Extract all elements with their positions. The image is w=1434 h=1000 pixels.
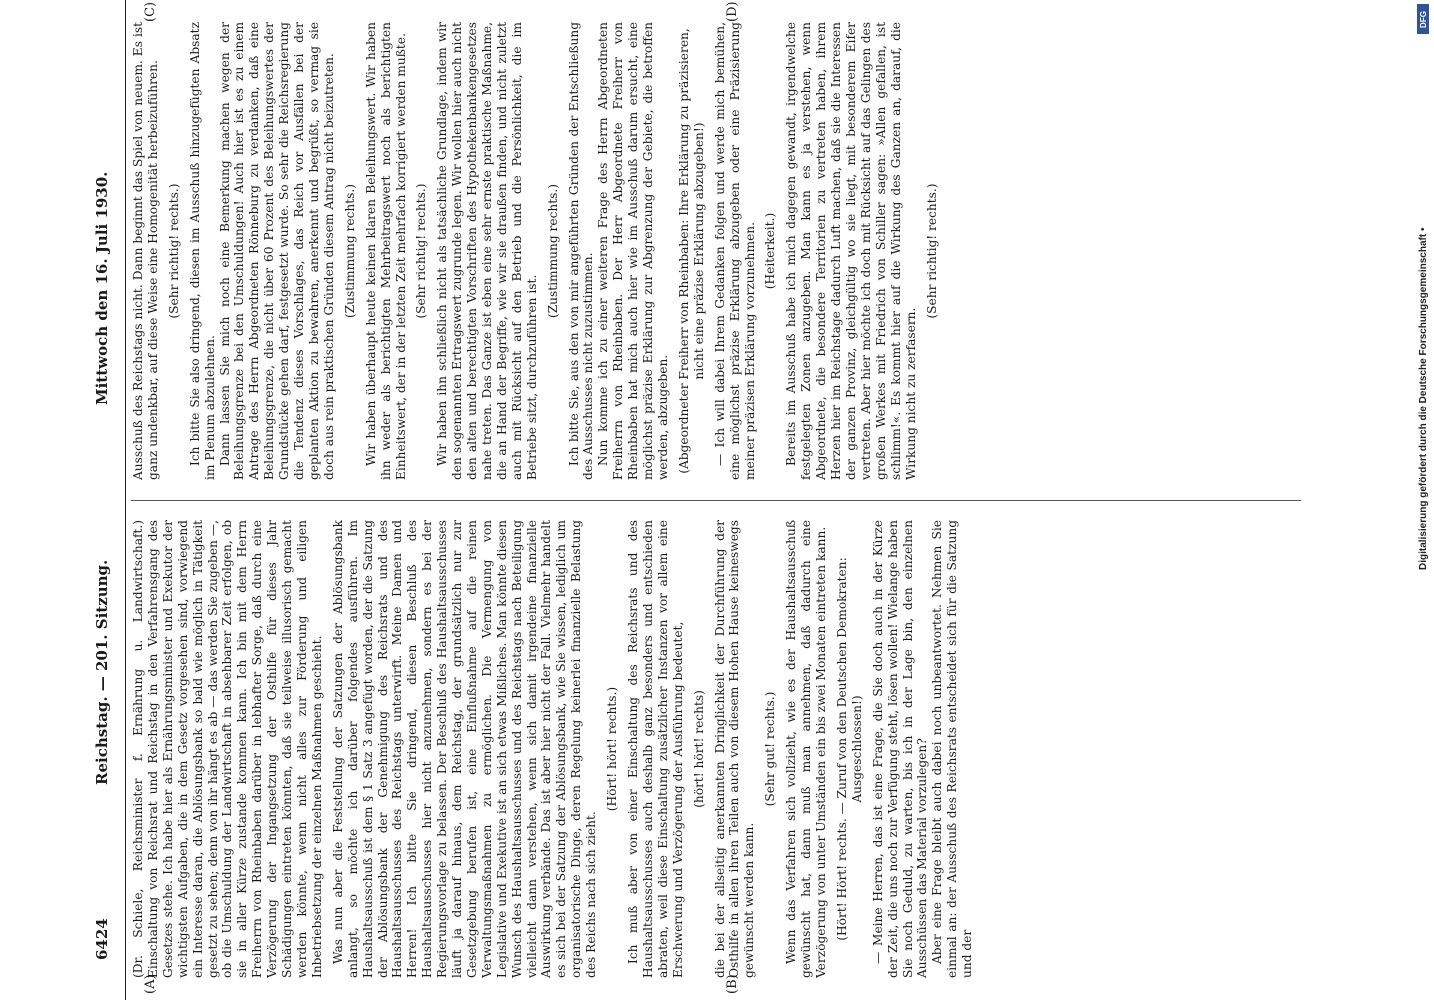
interjection: (Hört! hört! rechts.) [605,686,620,812]
paragraph: Nun komme ich zu einer weiteren Frage des Herrn Abgeordneten Freiherrn von Rheinbaben. Der Herr Abgeordnete Freiherr von Rheinbaben hat mich auch hier wie im Ausschuß darum ersucht, eine möglichst präzise Erklärung zur Abgrenzung der Gebiete, die betroffen werden, abzugeben. [596,22,670,480]
paragraph: Dann lassen Sie mich noch eine Bemerkung machen wegen der Beleihungsgrenze bei den Umschuldungen! Auch hier ist es zu einem Antrage des Herrn Abgeordneten Rönneburg zu verdanken, daß eine Beleihungsgrenze, die nicht über 60 Prozent des Beleihungswertes der Grundstücke gehen darf, festgesetzt wurde. So sehr die Reichsregierung die Tendenz dieses Vorschlages, das Reich vor Ausfällen bei der geplanten Aktion zu bewahren, anerkennt und begrüßt, so vermag sie doch aus rein praktischen Gründen diesem Antrag nicht beizutreten. [217,22,336,480]
marker-a: (A) [143,974,158,994]
paragraph: Bereits im Ausschuß habe ich mich dagegen gewandt, irgendwelche festgelegten Zonen anzugeben. Man kann es ja verstehen, wenn Abgeordnete, die besondere Territorien zu vertreten haben, ihrem Herzen hier im Reichstage dadurch Luft machen, daß sie die Interessen der ganzen Provinz, gleichgültig wo sie liegt, mit besonderem Eifer vertreten. Aber hier möchte ich doch mit Rücksicht auf das Gelingen des großen Werkes mit Friedrich von Schiller sagen: »Allen gefallen, ist schlimm!«. Es kommt hier auf die Wirkung des Ganzen an, darauf, die Wirkung nicht zu zerfasern. [784,22,918,480]
column-divider [131,500,1301,501]
page-number: 6424 [93,918,111,960]
paragraph: die bei der allseitig anerkannten Dringlichkeit der Durchführung der Osthilfe in allen ihren Teilen auch von diesem Hohen Hause keineswegs gewünscht werden kann. [712,520,757,978]
marker-c: (C) [143,1,158,22]
paragraph: Ich muß aber von einer Einschaltung des Reichsrats und des Haushaltsausschusses auch deshalb ganz besonders und entschieden abraten, weil diese Einschaltung zusätzlicher Instanzen vor allem eine Erschwerung und Verzögerung der Ausführung bedeutet, [626,520,685,978]
marker-b: (B) [725,974,740,994]
paragraph: Ich bitte Sie also dringend, diesen im Ausschuß hinzugefügten Absatz im Plenum abzulehnen. [187,22,217,480]
session-date: Mittwoch den 16. Juli 1930. [93,171,111,405]
interjection: (Sehr richtig! rechts.) [924,183,939,319]
dfg-logo: DFG [1417,4,1429,34]
page-title: Reichstag. — 201. Sitzung. [93,559,111,785]
interjection: (Sehr richtig! rechts.) [414,183,429,319]
interjection: (Abgeordneter Freiherr von Rheinbaben: Ihre Erklärung zu präzisieren, nicht eine präzise Erklärung abzugeben!) [676,28,706,474]
paragraph: Was nun aber die Feststellung der Satzungen der Ablösungsbank anlangt, so möchte ich darüber folgendes ausführen. Im Haushaltsausschuß ist dem § 1 Satz 3 angefügt worden, der die Satzung der Ablösungsbank der Genehmigung des Reichsrats und des Haushaltsausschusses des Reichstags unterwirft. Meine Damen und Herren! Ich bitte Sie dringend, diesen Beschluß des Haushaltsausschusses hier nicht anzunehmen, sondern es bei der Regierungsvorlage zu belassen. Der Beschluß des Haushaltsausschusses läuft ja darauf hinaus, dem Reichstag, der grundsätzlich nur zur Gesetzgebung berufen ist, eine Einflußnahme auf die reinen Verwaltungsmaßnahmen zu ermöglichen. Die Vermengung von Legislative und Exekutive ist an sich etwas Mißliches. Man könnte diesen Wunsch des Haushaltsausschusses und des Reichstags nach Beteiligung vielleicht dann verstehen, wenn sich damit irgendeine finanzielle Auswirkung verbände. Das ist aber hier nicht der Fall. Vielmehr handelt es sich bei der Satzung der Ablösungsbank, wie Sie wissen, lediglich um organisatorische Dinge, deren Regelung keinerlei finanzielle Belastung des Reichs nach sich zieht. [330,520,599,978]
paragraph: Wenn das Verfahren sich vollzieht, wie es der Haushaltsausschuß gewünscht hat, dann muß man annehmen, daß dadurch eine Verzögerung von unter Umständen ein bis zwei Monaten eintreten kann. [784,520,828,978]
interjection: (Hört! Hört! rechts. — Zuruf von den Deutschen Demokraten: Ausgeschlossen!) [834,557,864,941]
interjection: (Sehr gut! rechts.) [763,691,778,807]
paragraph: — Ich will dabei Ihrem Gedanken folgen und werde mich bemühen, eine möglichst präzise Erklärung abzugeben oder eine Präzisierung meiner präzisen Erklärung vorzunehmen. [712,22,757,480]
paragraph: Ich bitte Sie, aus den von mir angeführten Gründen der Entschließung des Ausschusses nicht zuzustimmen. [566,22,596,480]
page-header [85,0,126,1000]
interjection: (Zustimmung rechts.) [545,183,560,319]
paragraph: Aber eine Frage bleibt auch dabei noch unbeantwortet. Nehmen Sie einmal an: der Ausschuß des Reichsrats entscheidet sich für die Satzung und der [930,520,975,978]
interjection: (hört! hört! rechts) [691,690,706,808]
digitization-credit: Digitalisierung gefördert durch die Deutsche Forschungsgemeinschaft • [1418,227,1429,570]
document-page [85,0,1315,1000]
interjection: (Sehr richtig! rechts.) [166,183,181,319]
interjection: (Zustimmung rechts.) [342,183,357,319]
paragraph: (Dr. Schiele, Reichsminister f. Ernährung u. Landwirtschaft.) Einschaltung von Reichsrat und Reichstag in den Verfahrensgang des Gesetzes stehe. Ich habe hier als Ernährungsminister und Exekutor der wichtigsten Aufgaben, die in dem Gesetz vorgesehen sind, vorwiegend ein Interesse daran, die Ablösungsbank so bald wie möglich in Tätigkeit gesetzt zu sehen; denn von ihr hängt es ab — das werden Sie zugeben —, ob die Umschuldung der Landwirtschaft in absehbarer Zeit erfolgen, ob sie in aller Kürze zustande kommen kann. Ich bin mit dem Herrn Freiherrn von Rheinbaben darüber in lebhafter Sorge, daß durch eine Verzögerung der Ingangsetzung der Osthilfe für dieses Jahr Schädigungen eintreten könnten, daß sie teilweise illusorisch gemacht werden könnte, wenn nicht alles zur Förderung und eiligen Inbetriebsetzung der einzelnen Maßnahmen geschieht. [131,520,324,978]
right-column [131,22,1301,480]
left-column [131,520,1301,978]
paragraph: Wir haben ihn schließlich nicht als tatsächliche Grundlage, indem wir den sogenannten Ertragswert zugrunde legen. Wir wollen hier auch nicht den alten und berechtigten Vorschriften des Hypothekenbankengesetzes nahe treten. Das Ganze ist eben eine sehr ernste praktische Maßnahme, die an Hand der Begriffe, wie wir sie draußen finden, und nicht zuletzt auch mit Rücksicht auf den Betrieb und die Persönlichkeit, die im Betriebe sitzt, durchzuführen ist. [435,22,539,480]
interjection: (Heiterkeit.) [763,212,778,290]
paragraph: — Meine Herren, das ist eine Frage, die Sie doch auch in der Kürze der Zeit, die uns noch zur Verfügung steht, lösen wollen! Wielange haben Sie noch Geduld, zu warten, bis ich in der Lage bin, den einzelnen Ausschüssen das Material vorzulegen? [870,520,930,978]
marker-d: (D) [725,1,740,22]
paragraph: Ausschuß des Reichstags nicht. Dann beginnt das Spiel von neuem. Es ist ganz undenkbar, auf diese Weise eine Homogenität herbeizuführen. [131,22,160,480]
paragraph: Wir haben überhaupt heute keinen klaren Beleihungswert. Wir haben ihn weder als berichtigten Mehrbeitragswert noch als berichtigten Einheitswert, der in der letzten Zeit mehrfach korrigiert werden mußte. [363,22,408,480]
digitization-note [1416,0,1430,1000]
